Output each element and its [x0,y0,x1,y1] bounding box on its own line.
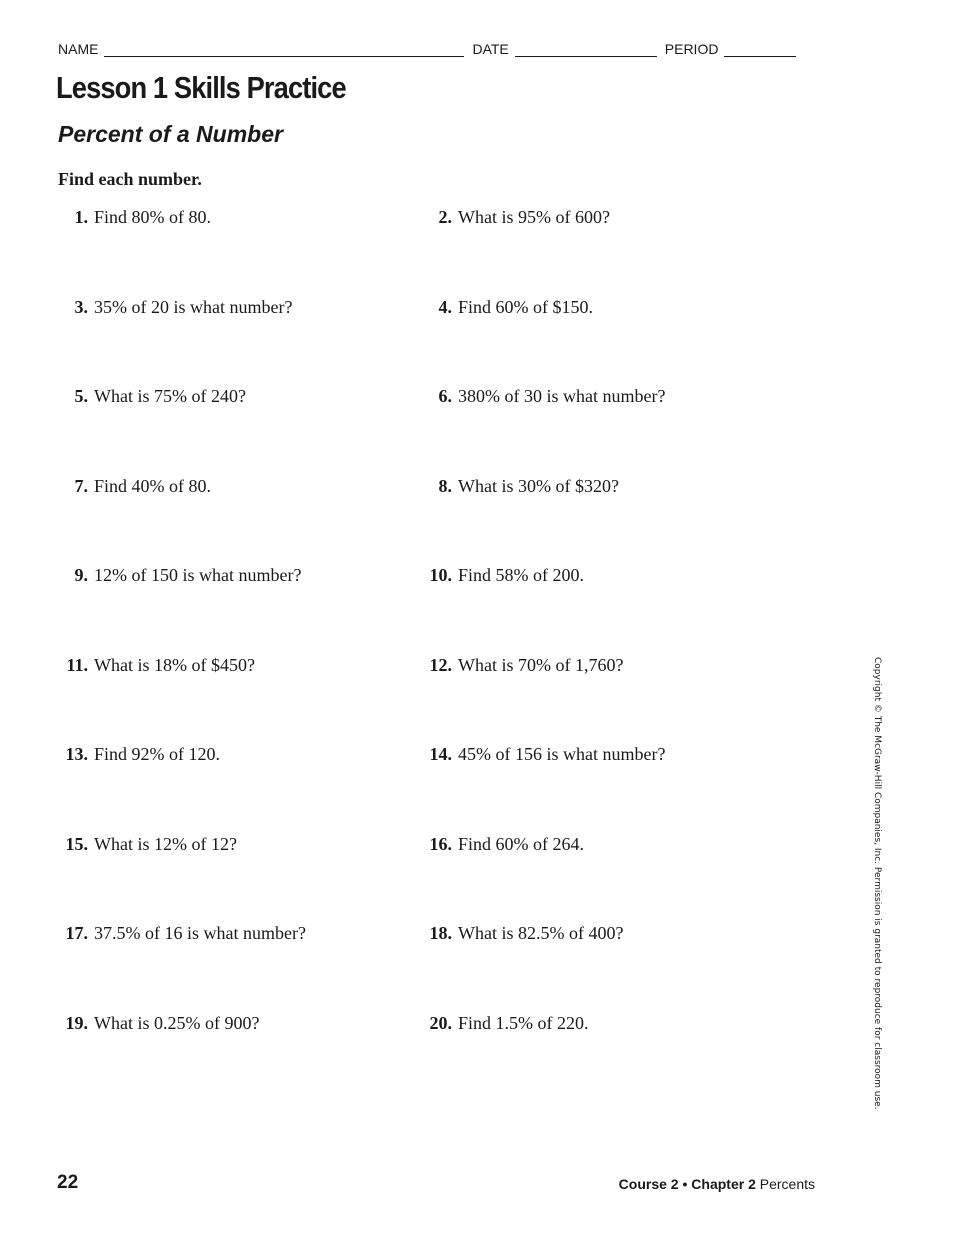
problem-text: Find 40% of 80. [94,476,211,496]
problem-item [422,297,593,318]
problem-item [422,923,623,944]
period-label: PERIOD [664,41,719,57]
problem-number: 3. [74,297,88,317]
name-blank [104,44,464,57]
problem-text: What is 12% of 12? [94,834,237,854]
footer-separator: • [682,1176,688,1192]
problem-text: 380% of 30 is what number? [458,386,666,406]
instructions: Find each number. [58,169,202,189]
problem-number: 12. [429,655,452,675]
problem-number: 13. [65,744,88,764]
problem-item [422,565,584,586]
problem-text: Find 58% of 200. [458,565,584,585]
problem-number: 2. [438,207,452,227]
problem-item [58,565,301,586]
problem-number: 15. [65,834,88,854]
problem-text: Find 60% of 264. [458,834,584,854]
problem-item [422,476,619,497]
problem-number: 20. [429,1013,452,1033]
problem-number: 6. [438,386,452,406]
problem-number: 14. [429,744,452,764]
name-label: NAME [58,41,99,57]
page-number: 22 [57,1172,79,1193]
problem-number: 19. [65,1013,88,1033]
problem-item [58,386,246,407]
problem-text: What is 82.5% of 400? [458,923,624,943]
problem-text: 35% of 20 is what number? [94,297,293,317]
copyright-notice: Copyright © The McGraw-Hill Companies, Inc. Permission is granted to reproduce for classroom use. [872,657,882,1110]
problem-item [422,655,623,676]
problem-item [422,1013,589,1034]
problem-text: 45% of 156 is what number? [458,744,666,764]
problem-item [422,207,610,228]
problem-number: 9. [74,565,88,585]
problem-text: Find 80% of 80. [94,207,211,227]
problem-text: Find 1.5% of 220. [458,1013,589,1033]
problem-number: 5. [74,386,88,406]
problem-number: 4. [438,297,452,317]
problem-item [58,834,237,855]
problem-item [58,923,306,944]
problem-item [422,744,665,765]
problem-number: 8. [438,476,452,496]
lesson-subtitle: Percent of a Number [58,121,283,147]
problem-number: 7. [74,476,88,496]
footer-chapter: Chapter 2 [691,1176,756,1192]
student-info-header [58,41,818,57]
problem-text: What is 0.25% of 900? [94,1013,260,1033]
problem-text: What is 75% of 240? [94,386,246,406]
problem-number: 17. [65,923,88,943]
problem-number: 10. [429,565,452,585]
problem-item [58,297,292,318]
problem-text: What is 30% of $320? [458,476,619,496]
lesson-title: Lesson 1 Skills Practice [56,70,346,105]
problem-item [422,386,665,407]
problem-number: 16. [429,834,452,854]
problem-item [58,744,220,765]
footer-course: Course 2 [618,1176,679,1192]
problem-number: 1. [74,207,88,227]
problem-text: What is 70% of 1,760? [458,655,624,675]
problem-number: 11. [66,655,88,675]
footer-topic: Percents [759,1176,815,1192]
problem-item [58,207,211,228]
problem-item [58,655,255,676]
problem-item [422,834,584,855]
date-label: DATE [472,41,509,57]
problem-item [58,1013,259,1034]
problem-number: 18. [429,923,452,943]
date-blank [515,44,657,57]
problem-text: What is 18% of $450? [94,655,255,675]
problem-text: 12% of 150 is what number? [94,565,302,585]
period-blank [724,44,796,57]
problem-text: Find 92% of 120. [94,744,220,764]
problem-text: 37.5% of 16 is what number? [94,923,306,943]
problem-text: Find 60% of $150. [458,297,593,317]
problem-text: What is 95% of 600? [458,207,610,227]
problem-item [58,476,211,497]
footer-course-info [619,1176,815,1192]
